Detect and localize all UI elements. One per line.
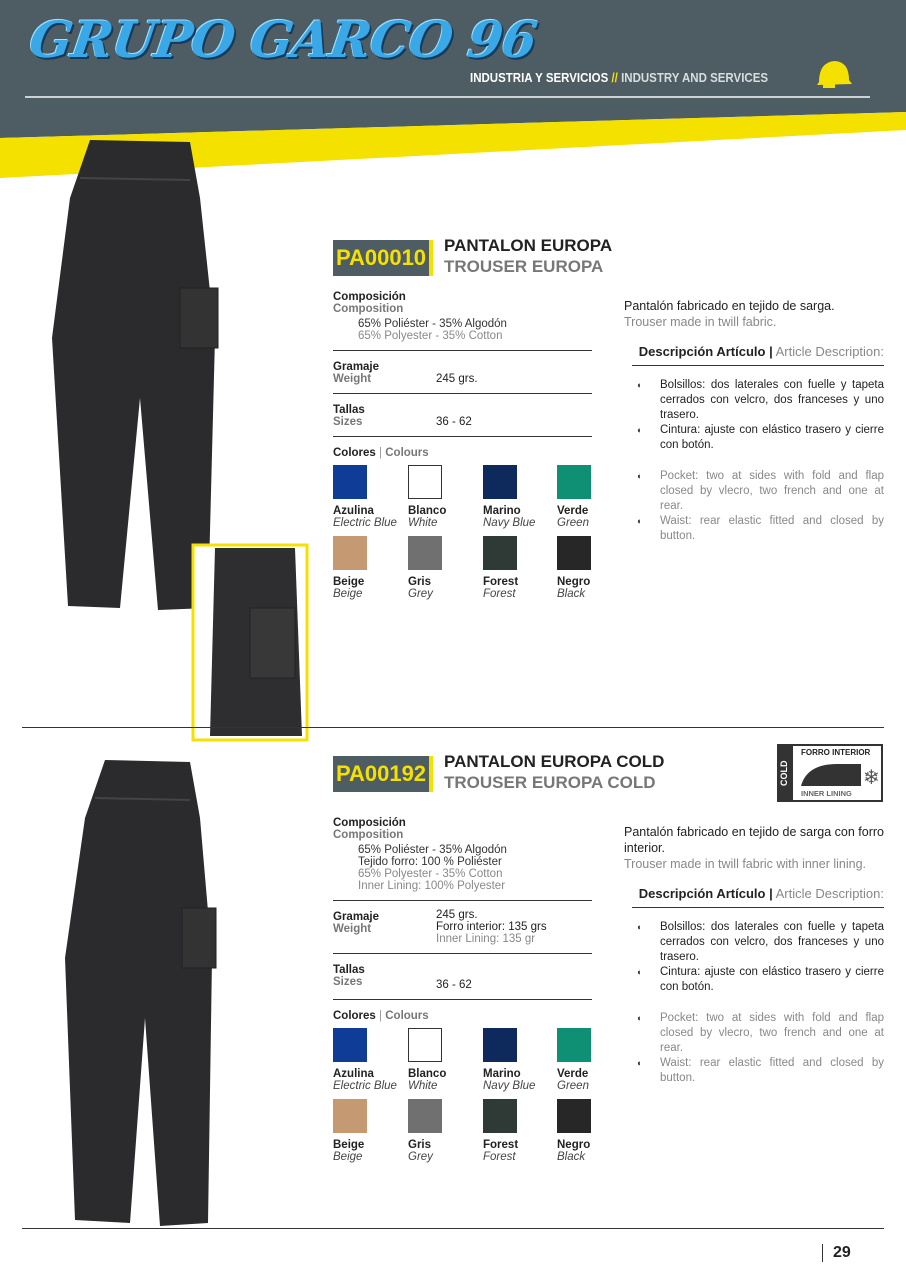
colour-name-en: Beige	[333, 1151, 363, 1163]
weight-value: Forro interior: 135 grs	[436, 921, 547, 933]
snowflake-icon	[797, 760, 881, 788]
company-logo: GRUPO GARCO 96	[25, 10, 540, 69]
bullet-es: ◖ Bolsillos: dos laterales con fuelle y tapeta cerrados con velcro, dos franceses y uno trasero.	[636, 920, 884, 965]
colour-name-es: Negro	[557, 1139, 591, 1151]
colour-name-es: Marino	[483, 1068, 521, 1080]
tagline-es: INDUSTRIA Y SERVICIOS	[470, 71, 609, 85]
badge-top-text: FORRO INTERIOR	[801, 748, 871, 757]
colour-swatches	[333, 1028, 592, 1170]
colour-name-en: Navy Blue	[483, 517, 536, 529]
svg-text:❄: ❄	[863, 767, 880, 788]
composition-es: 65% Poliéster - 35% Algodón	[358, 844, 507, 856]
tagline	[470, 71, 768, 85]
composition-label: Composición	[333, 817, 406, 829]
colour-swatch-grey	[408, 1099, 442, 1133]
bullet-es: ◖ Cintura: ajuste con elástico trasero y cierre con botón.	[636, 423, 884, 453]
colour-name-en: Navy Blue	[483, 1080, 536, 1092]
colour-swatch-black	[557, 536, 591, 570]
colours-separator: |	[379, 447, 383, 459]
colour-name-en: Forest	[483, 588, 516, 600]
bullet-es: ◖ Cintura: ajuste con elástico trasero y cierre con botón.	[636, 965, 884, 995]
colour-swatch-navy-blue	[483, 465, 517, 499]
description-heading-es: Descripción Artículo	[638, 344, 766, 359]
divider	[333, 393, 592, 394]
colour-swatch-item	[333, 465, 408, 536]
colour-swatch-forest	[483, 1099, 517, 1133]
product-title-es: PANTALON EUROPA COLD	[444, 752, 665, 771]
colour-name-es: Forest	[483, 1139, 519, 1151]
weight-value-en: Inner Lining: 135 gr	[436, 933, 536, 945]
product-title-en: TROUSER EUROPA	[444, 257, 604, 276]
colour-name-en: Grey	[408, 1151, 433, 1163]
product-description	[624, 298, 884, 544]
sizes-label: Tallas	[333, 964, 365, 976]
colour-name-es: Verde	[557, 505, 589, 517]
description-es: Pantalón fabricado en tejido de sarga.	[624, 299, 835, 313]
colour-swatch-item	[557, 1028, 617, 1099]
footer-rule	[22, 1228, 884, 1229]
colour-name-en: Green	[557, 1080, 589, 1092]
colour-name-en: Black	[557, 1151, 586, 1163]
colour-swatch-item	[557, 465, 617, 536]
product-description	[624, 824, 884, 1086]
colour-swatch-green	[557, 465, 591, 499]
colour-name-es: Verde	[557, 1068, 589, 1080]
product-title-en: TROUSER EUROPA COLD	[444, 773, 656, 792]
product-image-pa00192	[60, 758, 260, 1233]
colour-swatch-item	[483, 465, 557, 536]
colour-swatch-electric-blue	[333, 1028, 367, 1062]
weight-values	[436, 909, 547, 945]
weight-value: 245 grs.	[436, 373, 478, 385]
colour-swatch-item	[408, 536, 483, 607]
divider	[333, 350, 592, 351]
divider	[333, 436, 592, 437]
page-number: 29	[822, 1244, 851, 1262]
colour-name-es: Marino	[483, 505, 521, 517]
weight-row	[333, 373, 592, 385]
divider	[333, 900, 592, 901]
colour-swatch-item	[483, 536, 557, 607]
bullets-es	[636, 920, 884, 995]
weight-label: Gramaje	[333, 911, 380, 923]
bullet-en: ◖ Pocket: two at sides with fold and flap closed by vlecro, two french and one at rear.	[636, 469, 884, 514]
colour-name-en: White	[408, 517, 438, 529]
colour-swatch-item	[557, 536, 617, 607]
colours-heading	[333, 1010, 592, 1022]
header-rule	[25, 96, 870, 98]
description-en: Trouser made in twill fabric with inner lining.	[624, 857, 866, 871]
composition-en: Inner Lining: 100% Polyester	[358, 880, 506, 892]
description-heading-sep: |	[769, 886, 773, 901]
colour-swatch-item	[557, 1099, 617, 1170]
colour-name-en: Green	[557, 517, 589, 529]
bullets-en	[636, 1011, 884, 1086]
colour-swatch-item	[333, 1028, 408, 1099]
cold-inner-lining-badge	[777, 744, 883, 802]
colour-swatch-grey	[408, 536, 442, 570]
colours-label-en: Colours	[385, 447, 429, 459]
colour-name-es: Blanco	[408, 505, 447, 517]
colour-name-en: Beige	[333, 588, 363, 600]
colour-name-en: Grey	[408, 588, 433, 600]
sizes-label: Tallas	[333, 404, 365, 416]
divider	[333, 953, 592, 954]
product-specs	[333, 817, 592, 1170]
colour-swatch-item	[483, 1099, 557, 1170]
sizes-row	[333, 416, 592, 428]
colour-swatch-item	[483, 1028, 557, 1099]
description-heading-en: Article Description:	[775, 886, 884, 901]
tagline-en: INDUSTRY AND SERVICES	[621, 71, 769, 85]
colour-name-es: Beige	[333, 1139, 365, 1151]
tagline-separator: //	[611, 71, 618, 85]
colour-swatch-green	[557, 1028, 591, 1062]
colour-name-en: Black	[557, 588, 586, 600]
colour-name-es: Gris	[408, 1139, 432, 1151]
colour-swatch-white	[408, 1028, 442, 1062]
weight-label-en: Weight	[333, 923, 372, 935]
section-divider	[22, 727, 884, 728]
colour-swatches	[333, 465, 592, 607]
colour-name-es: Beige	[333, 576, 365, 588]
composition-label-en: Composition	[333, 829, 404, 841]
weight-value: 245 grs.	[436, 909, 478, 921]
composition-es: Tejido forro: 100 % Poliéster	[358, 856, 502, 868]
composition-es: 65% Poliéster - 35% Algodón	[358, 318, 507, 330]
colour-swatch-forest	[483, 536, 517, 570]
bullet-en: ◖ Waist: rear elastic fitted and closed by button.	[636, 1056, 884, 1086]
product-code: PA00192	[333, 756, 433, 792]
description-heading	[632, 344, 884, 366]
description-heading-sep: |	[769, 344, 773, 359]
colour-name-es: Gris	[408, 576, 432, 588]
colour-name-en: White	[408, 1080, 438, 1092]
divider	[333, 999, 592, 1000]
colour-swatch-beige	[333, 536, 367, 570]
colour-swatch-black	[557, 1099, 591, 1133]
colours-label-en: Colours	[385, 1010, 429, 1022]
colour-name-es: Azulina	[333, 505, 374, 517]
sizes-label-en: Sizes	[333, 416, 363, 428]
colours-separator: |	[379, 1010, 383, 1022]
bullet-es: ◖ Bolsillos: dos laterales con fuelle y tapeta cerrados con velcro, dos franceses y uno trasero.	[636, 378, 884, 423]
colour-name-en: Forest	[483, 1151, 516, 1163]
colour-swatch-navy-blue	[483, 1028, 517, 1062]
description-heading-es: Descripción Artículo	[638, 886, 766, 901]
helmet-icon	[815, 58, 853, 90]
colour-name-en: Electric Blue	[333, 517, 397, 529]
bullet-en: ◖ Pocket: two at sides with fold and flap closed by vlecro, two french and one at rear.	[636, 1011, 884, 1056]
colour-swatch-white	[408, 465, 442, 499]
colour-name-en: Electric Blue	[333, 1080, 397, 1092]
colour-swatch-electric-blue	[333, 465, 367, 499]
colour-name-es: Azulina	[333, 1068, 374, 1080]
description-heading-en: Article Description:	[775, 344, 884, 359]
colour-name-es: Negro	[557, 576, 591, 588]
colour-swatch-item	[408, 465, 483, 536]
sizes-value: 36 - 62	[436, 979, 472, 991]
product-title-es: PANTALON EUROPA	[444, 236, 613, 255]
colour-name-es: Forest	[483, 576, 519, 588]
description-es: Pantalón fabricado en tejido de sarga con forro interior.	[624, 825, 884, 855]
colours-label: Colores	[333, 447, 376, 459]
colour-swatch-beige	[333, 1099, 367, 1133]
colour-name-es: Blanco	[408, 1068, 447, 1080]
description-en: Trouser made in twill fabric.	[624, 315, 777, 329]
product-image-pa00010	[40, 138, 310, 748]
colours-heading	[333, 447, 592, 459]
badge-bottom-text: INNER LINING	[801, 789, 852, 798]
composition-label-en: Composition	[333, 303, 404, 315]
colour-swatch-item	[333, 536, 408, 607]
composition-en: 65% Polyester - 35% Cotton	[358, 330, 503, 342]
sizes-row	[333, 976, 592, 991]
colour-swatch-item	[408, 1028, 483, 1099]
bullets-es	[636, 378, 884, 453]
colour-swatch-item	[408, 1099, 483, 1170]
sizes-value: 36 - 62	[436, 416, 472, 428]
bullets-en	[636, 469, 884, 544]
description-heading	[632, 886, 884, 908]
sizes-label-en: Sizes	[333, 976, 363, 988]
weight-label: Gramaje	[333, 361, 380, 373]
badge-side-text: COLD	[779, 746, 793, 800]
weight-label-en: Weight	[333, 373, 372, 385]
weight-values	[436, 373, 478, 385]
product-specs	[333, 291, 592, 607]
composition-en: 65% Polyester - 35% Cotton	[358, 868, 503, 880]
bullet-en: ◖ Waist: rear elastic fitted and closed by button.	[636, 514, 884, 544]
colour-swatch-item	[333, 1099, 408, 1170]
colours-label: Colores	[333, 1010, 376, 1022]
composition-label: Composición	[333, 291, 406, 303]
product-code: PA00010	[333, 240, 433, 276]
